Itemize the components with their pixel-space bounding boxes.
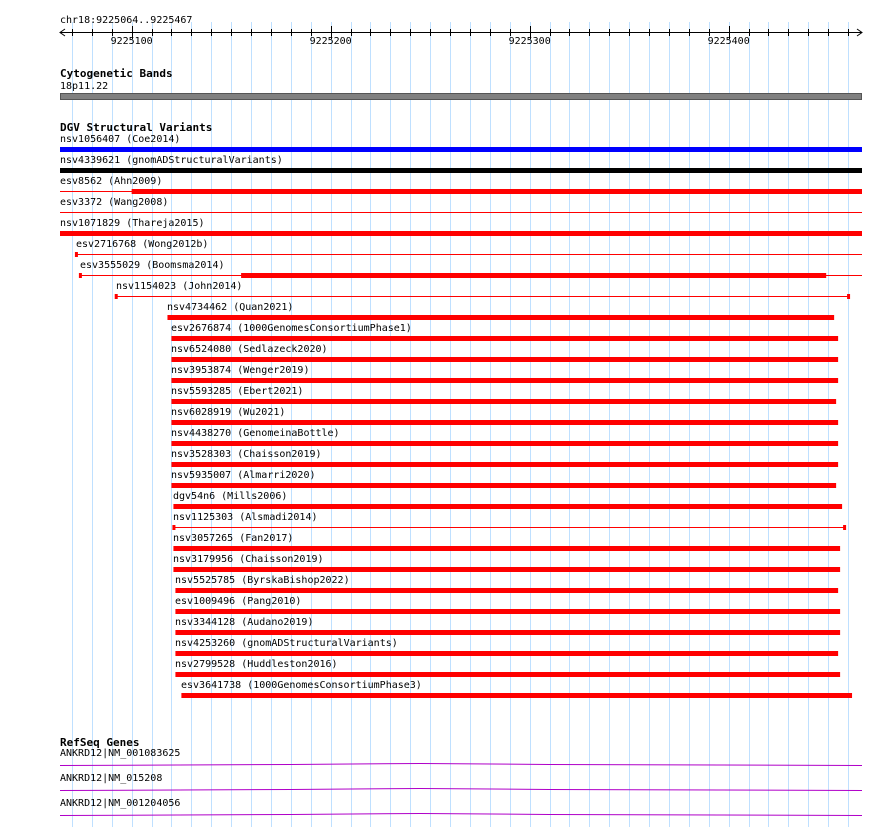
dgv-feature-bar [173, 504, 842, 509]
dgv-feature-glyph[interactable] [0, 355, 890, 365]
dgv-feature-label: esv2676874 (1000GenomesConsortiumPhase1) [171, 323, 412, 334]
dgv-feature-bar [175, 651, 838, 656]
refseq-gene-glyph[interactable] [0, 809, 890, 821]
ruler-tick-label: 9225300 [508, 36, 551, 47]
dgv-feature-label: nsv3057265 (Fan2017) [173, 533, 294, 544]
coordinate-ruler[interactable] [0, 22, 890, 72]
ruler-tick-label: 9225200 [309, 36, 352, 47]
dgv-feature-glyph[interactable] [0, 229, 890, 239]
dgv-feature-bar [173, 567, 840, 572]
dgv-feature-row[interactable] [0, 659, 890, 680]
dgv-feature-label: nsv1071829 (Thareja2015) [60, 218, 205, 229]
dgv-feature-glyph[interactable] [0, 439, 890, 449]
dgv-feature-label: nsv4339621 (gnomADStructuralVariants) [60, 155, 283, 166]
dgv-feature-row[interactable] [0, 575, 890, 596]
dgv-feature-glyph[interactable] [0, 649, 890, 659]
dgv-feature-glyph[interactable] [0, 250, 890, 260]
refseq-gene-glyph[interactable] [0, 759, 890, 771]
dgv-feature-bar [175, 588, 838, 593]
dgv-feature-bar [241, 273, 826, 278]
dgv-feature-end-tick [847, 294, 850, 299]
refseq-gene-glyph[interactable] [0, 784, 890, 796]
dgv-feature-bar [171, 336, 838, 341]
dgv-feature-bar [171, 357, 838, 362]
dgv-feature-glyph[interactable] [0, 565, 890, 575]
dgv-feature-row[interactable] [0, 260, 890, 281]
dgv-feature-row[interactable] [0, 596, 890, 617]
dgv-feature-glyph[interactable] [0, 481, 890, 491]
dgv-feature-bar [175, 630, 840, 635]
dgv-feature-label: nsv6028919 (Wu2021) [171, 407, 286, 418]
dgv-feature-bar [167, 315, 834, 320]
dgv-feature-glyph[interactable] [0, 460, 890, 470]
dgv-feature-glyph[interactable] [0, 523, 890, 533]
dgv-feature-end-tick [172, 525, 175, 530]
dgv-feature-label: nsv3344128 (Audano2019) [175, 617, 314, 628]
dgv-feature-row[interactable] [0, 239, 890, 260]
dgv-feature-bar [171, 378, 838, 383]
dgv-feature-end-tick [79, 273, 82, 278]
dgv-feature-row[interactable] [0, 197, 890, 218]
dgv-feature-row[interactable] [0, 554, 890, 575]
dgv-feature-row[interactable] [0, 449, 890, 470]
dgv-feature-bar [175, 609, 840, 614]
dgv-feature-row[interactable] [0, 176, 890, 197]
dgv-feature-glyph[interactable] [0, 607, 890, 617]
dgv-feature-label: nsv1056407 (Coe2014) [60, 134, 181, 145]
dgv-feature-glyph[interactable] [0, 376, 890, 386]
dgv-feature-row[interactable] [0, 617, 890, 638]
dgv-feature-label: nsv5935007 (Almarri2020) [171, 470, 316, 481]
dgv-feature-label: nsv1125303 (Alsmadi2014) [173, 512, 318, 523]
dgv-feature-bar [60, 231, 862, 236]
dgv-feature-bar [173, 546, 840, 551]
dgv-feature-row[interactable] [0, 323, 890, 344]
dgv-feature-row[interactable] [0, 512, 890, 533]
dgv-feature-end-tick [843, 525, 846, 530]
dgv-feature-label: esv1009496 (Pang2010) [175, 596, 302, 607]
dgv-feature-glyph[interactable] [0, 397, 890, 407]
cytoband-label: 18p11.22 [60, 81, 109, 92]
dgv-feature-end-tick [115, 294, 118, 299]
dgv-feature-glyph[interactable] [0, 271, 890, 281]
dgv-feature-row[interactable] [0, 134, 890, 155]
refseq-gene-label: ANKRD12|NM_001083625 [60, 748, 181, 759]
dgv-feature-row[interactable] [0, 386, 890, 407]
dgv-feature-label: nsv4438270 (GenomeinaBottle) [171, 428, 340, 439]
dgv-feature-row[interactable] [0, 470, 890, 491]
refseq-track-title: RefSeq Genes [60, 736, 140, 749]
dgv-feature-bar [171, 462, 838, 467]
dgv-feature-row[interactable] [0, 638, 890, 659]
cytoband-track-title: Cytogenetic Bands [60, 67, 173, 80]
dgv-feature-row[interactable] [0, 218, 890, 239]
dgv-feature-glyph[interactable] [0, 334, 890, 344]
dgv-feature-label: nsv1154023 (John2014) [116, 281, 243, 292]
dgv-feature-label: esv3555029 (Boomsma2014) [80, 260, 225, 271]
dgv-feature-bar [132, 189, 862, 194]
dgv-feature-label: nsv5593285 (Ebert2021) [171, 386, 304, 397]
dgv-feature-label: nsv3528303 (Chaisson2019) [171, 449, 322, 460]
dgv-feature-bar [171, 420, 838, 425]
dgv-feature-glyph[interactable] [0, 145, 890, 155]
dgv-feature-glyph[interactable] [0, 628, 890, 638]
dgv-feature-label: nsv5525785 (ByrskaBishop2022) [175, 575, 350, 586]
refseq-gene-label: ANKRD12|NM_001204056 [60, 798, 181, 809]
dgv-feature-glyph[interactable] [0, 313, 890, 323]
dgv-feature-glyph[interactable] [0, 292, 890, 302]
dgv-feature-bar [171, 483, 836, 488]
refseq-gene-row[interactable] [0, 748, 890, 773]
dgv-feature-row[interactable] [0, 281, 890, 302]
ruler-tick-label: 9225100 [110, 36, 153, 47]
dgv-feature-label: nsv2799528 (Huddleston2016) [175, 659, 338, 670]
dgv-feature-bar [181, 693, 852, 698]
dgv-feature-label: esv3641738 (1000GenomesConsortiumPhase3) [181, 680, 422, 691]
dgv-feature-label: nsv3953874 (Wenger2019) [171, 365, 310, 376]
cytoband-bar[interactable] [60, 93, 862, 100]
dgv-feature-row[interactable] [0, 155, 890, 176]
dgv-feature-glyph[interactable] [0, 166, 890, 176]
refseq-intron-line [60, 814, 862, 816]
dgv-feature-row[interactable] [0, 302, 890, 323]
dgv-feature-bar [60, 168, 862, 173]
dgv-feature-label: nsv4253260 (gnomADStructuralVariants) [175, 638, 398, 649]
dgv-feature-label: esv2716768 (Wong2012b) [76, 239, 209, 250]
dgv-feature-row[interactable] [0, 533, 890, 554]
dgv-feature-row[interactable] [0, 680, 890, 701]
dgv-feature-bar [175, 672, 840, 677]
dgv-feature-glyph[interactable] [0, 670, 890, 680]
dgv-feature-row[interactable] [0, 491, 890, 512]
dgv-feature-glyph[interactable] [0, 187, 890, 197]
dgv-feature-label: esv8562 (Ahn2009) [60, 176, 163, 187]
refseq-intron-line [60, 789, 862, 791]
dgv-feature-row[interactable] [0, 344, 890, 365]
dgv-feature-row[interactable] [0, 428, 890, 449]
dgv-feature-end-tick [75, 252, 78, 257]
dgv-feature-bar [171, 441, 838, 446]
dgv-feature-glyph[interactable] [0, 586, 890, 596]
dgv-feature-bar [171, 399, 836, 404]
dgv-feature-row[interactable] [0, 365, 890, 386]
dgv-feature-label: esv3372 (Wang2008) [60, 197, 169, 208]
dgv-feature-row[interactable] [0, 407, 890, 428]
dgv-feature-label: nsv3179956 (Chaisson2019) [173, 554, 324, 565]
dgv-feature-glyph[interactable] [0, 418, 890, 428]
refseq-gene-label: ANKRD12|NM_015208 [60, 773, 163, 784]
dgv-feature-glyph[interactable] [0, 208, 890, 218]
dgv-feature-label: nsv6524080 (Sedlazeck2020) [171, 344, 328, 355]
ruler-tick-label: 9225400 [707, 36, 750, 47]
dgv-feature-glyph[interactable] [0, 691, 890, 701]
dgv-feature-glyph[interactable] [0, 544, 890, 554]
dgv-feature-bar [60, 147, 862, 152]
dgv-feature-glyph[interactable] [0, 502, 890, 512]
dgv-feature-label: dgv54n6 (Mills2006) [173, 491, 288, 502]
refseq-intron-line [60, 764, 862, 766]
dgv-track-title: DGV Structural Variants [60, 121, 213, 134]
refseq-gene-row[interactable] [0, 798, 890, 823]
refseq-gene-row[interactable] [0, 773, 890, 798]
locus-label: chr18:9225064..9225467 [60, 15, 193, 26]
dgv-feature-label: nsv4734462 (Quan2021) [167, 302, 294, 313]
